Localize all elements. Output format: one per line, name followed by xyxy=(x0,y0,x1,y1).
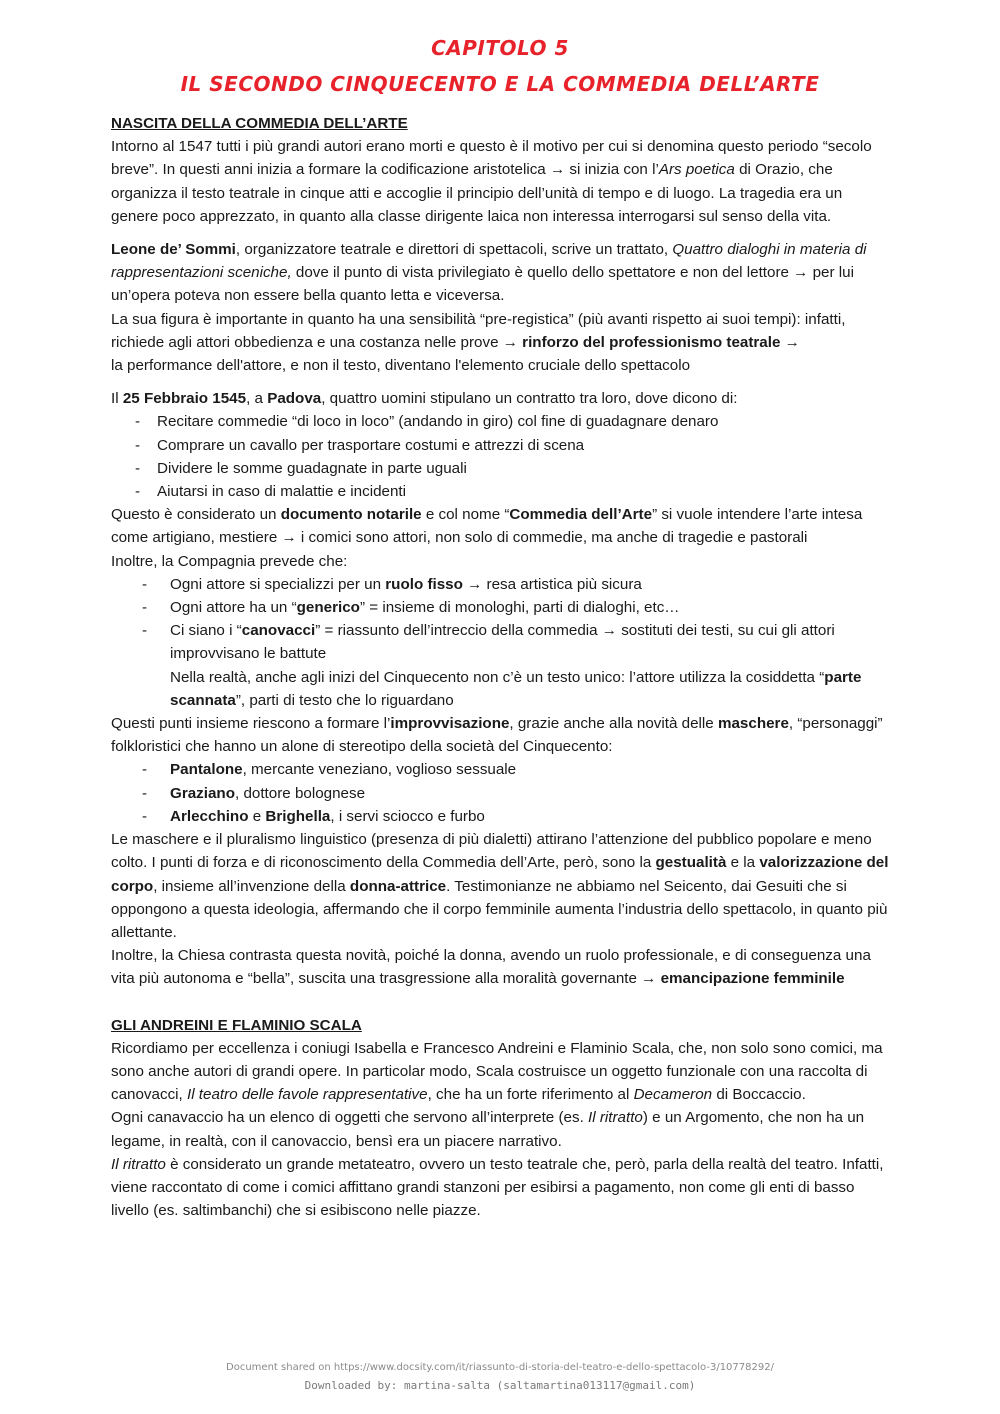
paragraph: Inoltre, la Chiesa contrasta questa novità, poiché la donna, avendo un ruolo professionale, e di conseguenza una vita più autonoma e “bella”, suscita una trasgressione alla moralità governante → emancipazione femminile xyxy=(111,947,871,988)
list-item: - Ci siano i “canovacci” = riassunto dell’intreccio della commedia → sostituti dei testi, su cui gli attori improvvisano le battute xyxy=(111,619,891,665)
list-item-continuation: Nella realtà, anche agli inizi del Cinquecento non c’è un testo unico: l’attore utilizza la cosiddetta “parte scannata”, parti di testo che lo riguardano xyxy=(170,668,862,709)
list-item: - Recitare commedie “di loco in loco” (andando in giro) col fine di guadagnare denaro xyxy=(111,410,891,433)
footer-shared-notice: Document shared on https://www.docsity.com/it/riassunto-di-storia-del-teatro-e-dello-spettacolo-3/10778292/ xyxy=(226,1362,774,1373)
chapter-number: CAPITOLO 5 xyxy=(431,36,569,60)
list-item: - Aiutarsi in caso di malattie e incidenti xyxy=(111,480,891,503)
paragraph: Inoltre, la Compagnia prevede che: xyxy=(111,552,348,570)
chapter-title: IL SECONDO CINQUECENTO E LA COMMEDIA DELL’ARTE xyxy=(180,72,820,96)
list-item: - Arlecchino e Brighella, i servi sciocco e furbo xyxy=(111,805,891,828)
paragraph: Questi punti insieme riescono a formare l’improvvisazione, grazie anche alla novità delle maschere, “personaggi” folkloristici che hanno un alone di stereotipo della società del Cinquecento: xyxy=(111,715,883,756)
paragraph: Ricordiamo per eccellenza i coniugi Isabella e Francesco Andreini e Flaminio Scala, che, non solo sono comici, ma sono anche autori di grandi opere. In particolar modo, Scala costruisce un oggetto funzionale con una raccolta di canovacci, Il teatro delle favole rappresentative, che ha un forte riferimento al Decameron di Boccaccio. xyxy=(111,1039,883,1104)
section-heading-nascita: NASCITA DELLA COMMEDIA DELL’ARTE xyxy=(111,115,408,132)
company-rules-list xyxy=(111,573,891,666)
list-item: - Pantalone, mercante veneziano, voglioso sessuale xyxy=(111,758,891,781)
paragraph: Ogni canavaccio ha un elenco di oggetti che servono all’interprete (es. Il ritratto) e un Argomento, che non ha un legame, in realtà, con il canovaccio, bensì era un piacere narrativo. xyxy=(111,1109,865,1150)
paragraph: Le maschere e il pluralismo linguistico (presenza di più dialetti) attirano l’attenzione del pubblico popolare e meno colto. I punti di forza e di riconoscimento della Commedia dell’Arte, però, sono la gestualità e la valorizzazione del corpo, insieme all’invenzione della donna-attrice. Testimonianze ne abbiamo nel Seicento, dai Gesuiti che si oppongono a questa ideologia, affermando che il corpo femminile aumenta l’industria dello spettacolo, in quanto più allettante. xyxy=(111,831,889,941)
list-item: - Dividere le somme guadagnate in parte uguali xyxy=(111,457,891,480)
section-heading-andreini: GLI ANDREINI E FLAMINIO SCALA xyxy=(111,1016,362,1034)
list-item: - Ogni attore ha un “generico” = insieme di monologhi, parti di dialoghi, etc… xyxy=(111,596,891,619)
list-item: - Graziano, dottore bolognese xyxy=(111,782,891,805)
paragraph: Intorno al 1547 tutti i più grandi autori erano morti e questo è il motivo per cui si denomina questo periodo “secolo breve”. In questi anni inizia a formare la codificazione aristotelica → si inizia con l’Ars poetica di Orazio, che organizza il testo teatrale in cinque atti e accoglie il principio dell’unità di tempo e di luogo. La tragedia era un genere poco apprezzato, in quanto alla classe dirigente laica non interessa interrogarsi sul senso della vita. xyxy=(111,138,872,225)
contract-list xyxy=(111,410,891,503)
list-item: - Ogni attore si specializzi per un ruolo fisso → resa artistica più sicura xyxy=(111,573,891,596)
footer-downloaded-by: Downloaded by: martina-salta (saltamartina013117@gmail.com) xyxy=(304,1379,696,1392)
masks-list xyxy=(111,758,891,828)
list-item: - Comprare un cavallo per trasportare costumi e attrezzi di scena xyxy=(111,434,891,457)
document-body xyxy=(111,112,891,1222)
paragraph: La sua figura è importante in quanto ha una sensibilità “pre-registica” (più avanti rispetto ai suoi tempi): infatti, richiede agli attori obbedienza e una costanza nelle prove → rinforzo del professionismo teatrale → la performance dell'attore, e non il testo, diventano l'elemento cruciale dello spettacolo xyxy=(111,310,846,375)
paragraph: Leone de’ Sommi, organizzatore teatrale e direttori di spettacoli, scrive un trattato, Quattro dialoghi in materia di rappresentazioni sceniche, dove il punto di vista privilegiato è quello dello spettatore e non del lettore → per lui un’opera poteva non essere bella quanto letta e viceversa. xyxy=(111,241,867,305)
paragraph: Il 25 Febbraio 1545, a Padova, quattro uomini stipulano un contratto tra loro, dove dicono di: xyxy=(111,390,738,408)
paragraph: Il ritratto è considerato un grande metateatro, ovvero un testo teatrale che, però, parla della realtà del teatro. Infatti, viene raccontato di come i comici affittano grandi stanzoni per esibirsi a pagamento, non come gli enti di basso livello (es. saltimbanchi) che si esibiscono nelle piazze. xyxy=(111,1155,884,1220)
paragraph: Questo è considerato un documento notarile e col nome “Commedia dell’Arte” si vuole intendere l’arte intesa come artigiano, mestiere → i comici sono attori, non solo di commedie, ma anche di tragedie e pastorali xyxy=(111,506,863,547)
